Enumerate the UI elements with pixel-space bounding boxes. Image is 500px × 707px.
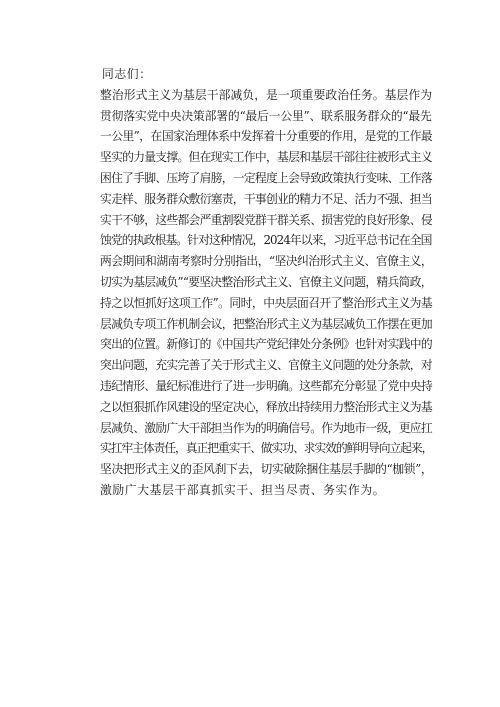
paragraph-line: 违纪情形、量纪标准进行了进一步明确。这些都充分彰显了党中央持	[100, 378, 432, 393]
paragraph-line: 两会期间和湖南考察时分别指出，“坚决纠治形式主义、官僚主义，	[100, 254, 433, 269]
paragraph-line: 层减负、激励广大干部担当作为的明确信号。作为地市一级，更应扛	[100, 420, 432, 435]
paragraph-line: 之以恒狠抓作风建设的坚定决心，释放出持续用力整治形式主义为基	[100, 399, 432, 414]
paragraph-line: 实走样、服务群众敷衍塞责，干事创业的精力不足、活力不强、担当	[100, 191, 432, 206]
body-paragraph	[100, 85, 432, 501]
paragraph-line: 坚决把形式主义的歪风刹下去，切实破除捆住基层手脚的“枷锁”，	[100, 462, 433, 477]
paragraph-line: 持之以恒抓好这项工作”。同时，中央层面召开了整治形式主义为基	[100, 295, 433, 310]
paragraph-line: 突出的位置。新修订的《中国共产党纪律处分条例》也针对实践中的	[100, 337, 432, 352]
paragraph-line: 整治形式主义为基层干部减负，是一项重要政治任务。基层作为	[100, 87, 433, 102]
paragraph-line: 实干不够，这些都会严重割裂党群干群关系、损害党的良好形象、侵	[100, 212, 432, 227]
paragraph-line: 突出问题，充实完善了关于形式主义、官僚主义问题的处分条款，对	[100, 358, 432, 373]
document-body	[100, 64, 432, 501]
paragraph-line: 切实为基层减负”“要坚决整治形式主义、官僚主义问题，精兵简政，	[100, 274, 432, 289]
paragraph-line: 困住了手脚、压垮了肩膀，一定程度上会导致政策执行变味、工作落	[100, 170, 432, 185]
paragraph-line: 贯彻落实党中央决策部署的“最后一公里”、联系服务群众的“最先	[100, 108, 432, 123]
paragraph-line: 坚实的力量支撑。但在现实工作中，基层和基层干部往往被形式主义	[100, 150, 432, 165]
salutation: 同志们：	[102, 67, 152, 81]
paragraph-line: 蚀党的执政根基。针对这种情况，2024年以来，习近平总书记在全国	[100, 233, 432, 248]
paragraph-line: 实扛牢主体责任，真正把重实干、做实功、求实效的鲜明导向立起来，	[100, 441, 433, 456]
paragraph-line: 一公里”，在国家治理体系中发挥着十分重要的作用，是党的工作最	[100, 129, 433, 144]
paragraph-line: 激励广大基层干部真抓实干、担当尽责、务实作为。	[100, 482, 386, 497]
paragraph-line: 层减负专项工作机制会议，把整治形式主义为基层减负工作摆在更加	[100, 316, 432, 331]
